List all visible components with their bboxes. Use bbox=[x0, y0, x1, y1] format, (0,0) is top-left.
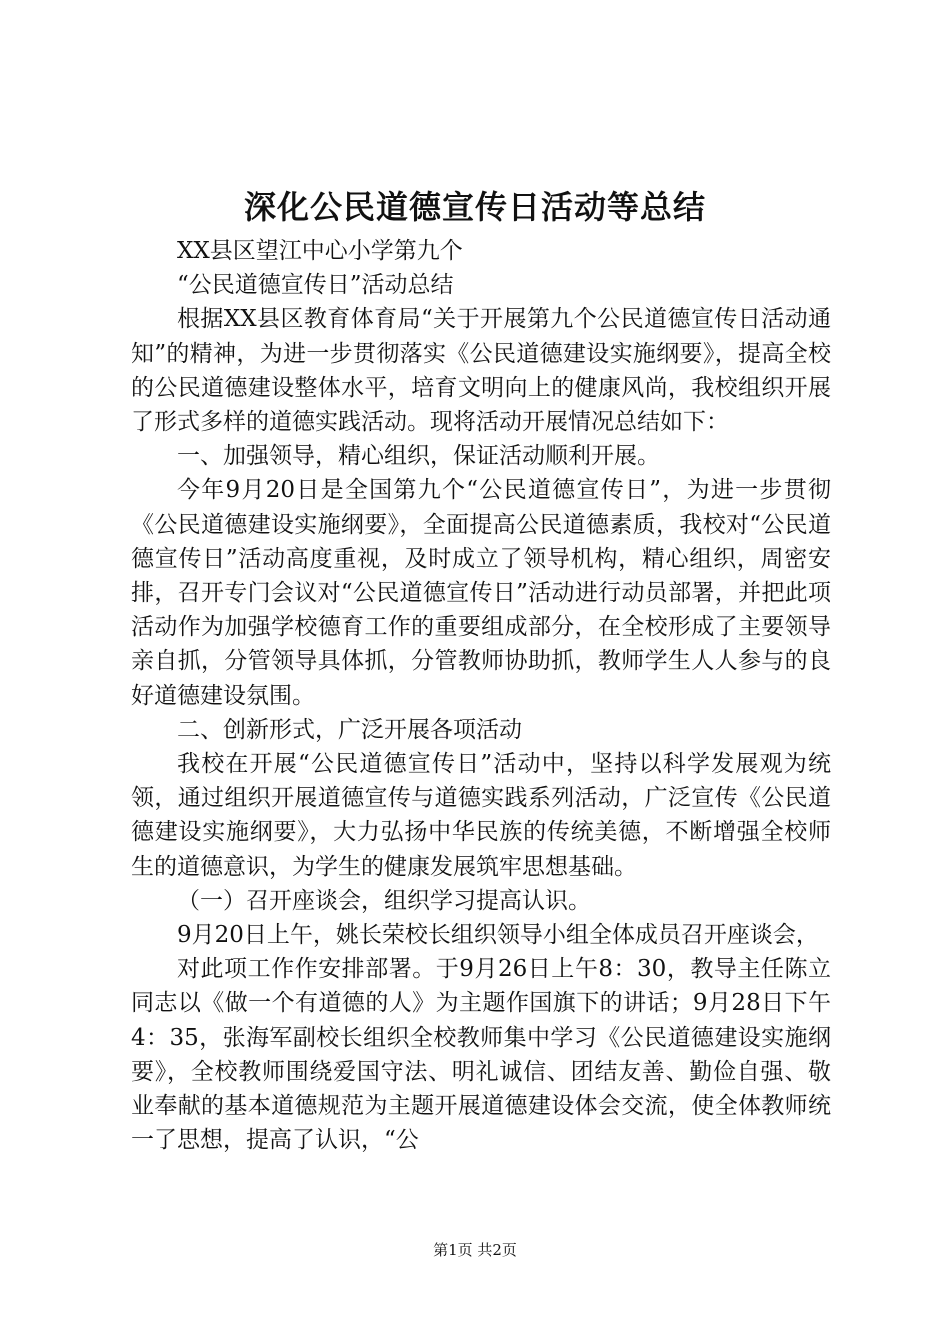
section-heading: 一、加强领导，精心组织，保证活动顺利开展。 bbox=[177, 443, 660, 470]
paragraph: “公民道德宣传日”活动总结 bbox=[177, 272, 454, 299]
document-title: 深化公民道德宣传日活动等总结 bbox=[243, 188, 706, 226]
paragraph: 对此项工作作安排部署。于9月26日上午8：30，教导主任陈立同志以《做一个有道德的人》为主题作国旗下的讲话；9月28日下午4：35，张海军副校长组织全校教师集中学习《公民道德建设实施纲要》，全校教师围绕爱国守法、明礼诚信、团结友善、勤俭自强、敬业奉献的基本道德规范为主题开展道德建设体会交流，使全体教师统一了思想，提高了认识，“公 bbox=[131, 956, 831, 1154]
page-footer: 第1页 共2页 bbox=[433, 1241, 517, 1259]
paragraph: 根据XX县区教育体育局“关于开展第九个公民道德宣传日活动通知”的精神，为进一步贯彻落实《公民道德建设实施纲要》，提高全校的公民道德建设整体水平，培育文明向上的健康风尚，我校组织开展了形式多样的道德实践活动。现将活动开展情况总结如下： bbox=[131, 306, 831, 436]
document-body bbox=[131, 234, 831, 1157]
paragraph: 我校在开展“公民道德宣传日”活动中，坚持以科学发展观为统领，通过组织开展道德宣传与道德实践系列活动，广泛宣传《公民道德建设实施纲要》，大力弘扬中华民族的传统美德，不断增强全校师生的道德意识，为学生的健康发展筑牢思想基础。 bbox=[131, 751, 831, 880]
paragraph: XX县区望江中心小学第九个 bbox=[177, 238, 463, 264]
subsection-heading: （一）召开座谈会，组织学习提高认识。 bbox=[177, 887, 591, 914]
section-heading: 二、创新形式，广泛开展各项活动 bbox=[177, 716, 522, 743]
paragraph: 9月20日上午，姚长荣校长组织领导小组全体成员召开座谈会， bbox=[177, 922, 819, 949]
paragraph: 今年9月20日是全国第九个“公民道德宣传日”，为进一步贯彻《公民道德建设实施纲要》，全面提高公民道德素质，我校对“公民道德宣传日”活动高度重视，及时成立了领导机构，精心组织，周密安排，召开专门会议对“公民道德宣传日”活动进行动员部署，并把此项活动作为加强学校德育工作的重要组成部分，在全校形成了主要领导亲自抓，分管领导具体抓，分管教师协助抓，教师学生人人参与的良好道德建设氛围。 bbox=[131, 477, 831, 709]
